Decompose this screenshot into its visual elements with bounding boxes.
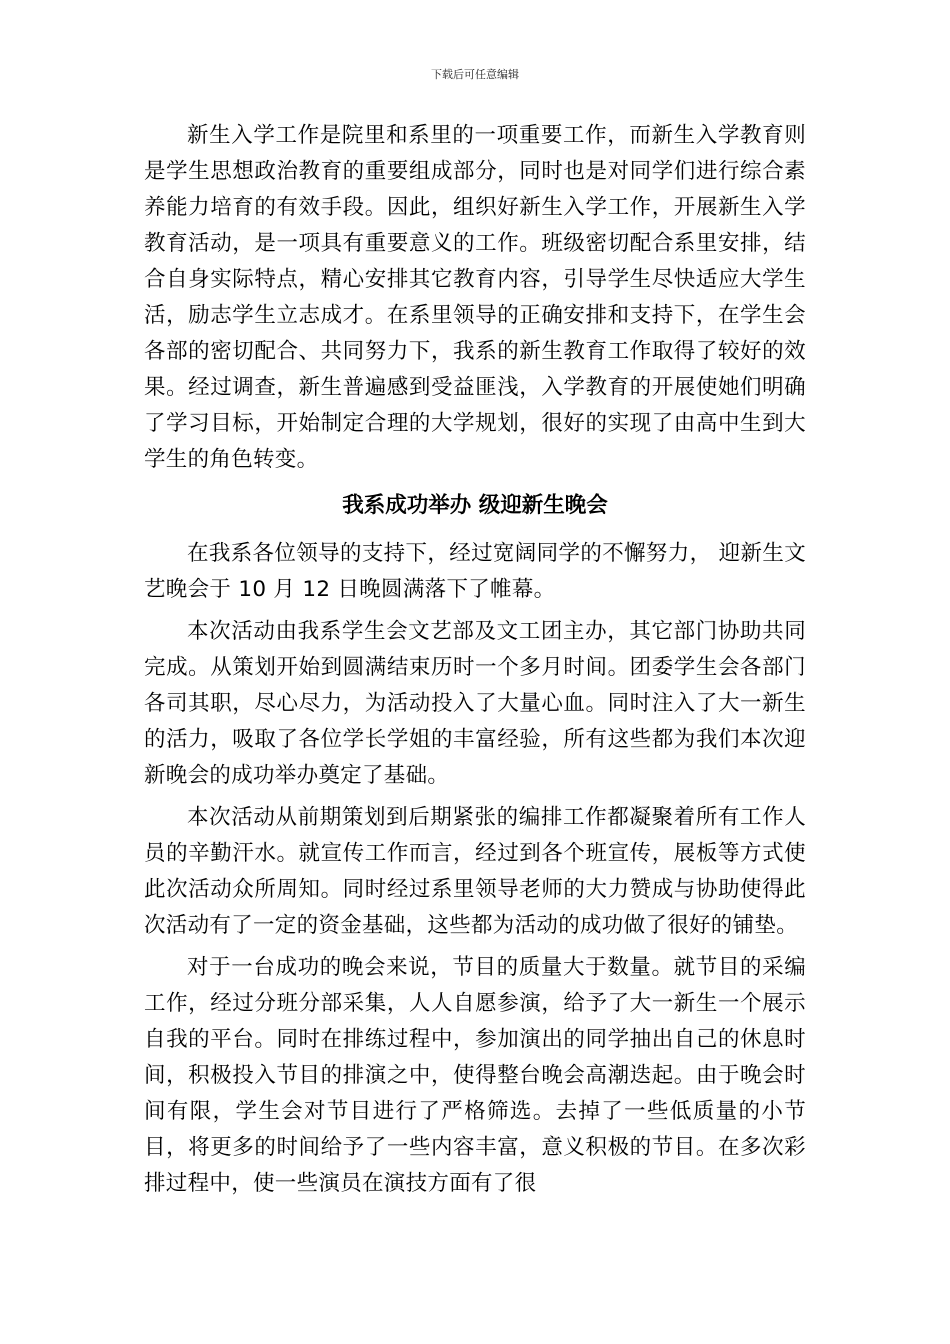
intro-paragraph: 新生入学工作是院里和系里的一项重要工作，而新生入学教育则是学生思想政治教育的重要组成部分，同时也是对同学们进行综合素养能力培育的有效手段。因此，组织好新生入学工作，开展新生入学教育活动，是一项具有重要意义的工作。班级密切配合系里安排，结合自身实际特点，精心安排其它教育内容，引导学生尽快适应大学生活，励志学生立志成才。在系里领导的正确安排和支持下，在学生会各部的密切配合、共同努力下，我系的新生教育工作取得了较好的效果。经过调查，新生普遍感到受益匪浅，入学教育的开展使她们明确了学习目标，开始制定合理的大学规划，很好的实现了由高中生到大学生的角色转变。 <box>144 123 806 472</box>
body-paragraph-4: 对于一台成功的晚会来说，节目的质量大于数量。就节目的采编工作，经过分班分部采集，人人自愿参演，给予了大一新生一个展示自我的平台。同时在排练过程中，参加演出的同学抽出自己的休息时间，积极投入节目的排演之中，使得整台晚会高潮迭起。由于晚会时间有限，学生会对节目进行了严格筛选。去掉了一些低质量的小节目，将更多的时间给予了一些内容丰富，意义积极的节目。在多次彩排过程中，使一些演员在演技方面有了很 <box>144 955 806 1196</box>
body-paragraph-1: 在我系各位领导的支持下，经过宽阔同学的不懈努力， 迎新生文艺晚会于 10 月 12 日晚圆满落下了帷幕。 <box>144 541 806 602</box>
document-body <box>144 118 806 1202</box>
body-paragraph-2: 本次活动由我系学生会文艺部及文工团主办，其它部门协助共同完成。从策划开始到圆满结束历时一个多月时间。团委学生会各部门各司其职，尽心尽力，为活动投入了大量心血。同时注入了大一新生的活力，吸取了各位学长学姐的丰富经验，所有这些都为我们本次迎新晚会的成功举办奠定了基础。 <box>144 619 806 788</box>
page-header: 下载后可任意编辑 <box>431 68 519 81</box>
section-heading: 我系成功举办 级迎新生晚会 <box>342 493 608 518</box>
body-paragraph-3: 本次活动从前期策划到后期紧张的编排工作都凝聚着所有工作人员的辛勤汗水。就宣传工作而言，经过到各个班宣传，展板等方式使此次活动众所周知。同时经过系里领导老师的大力赞成与协助使得此次活动有了一定的资金基础，这些都为活动的成功做了很好的铺垫。 <box>144 805 806 938</box>
